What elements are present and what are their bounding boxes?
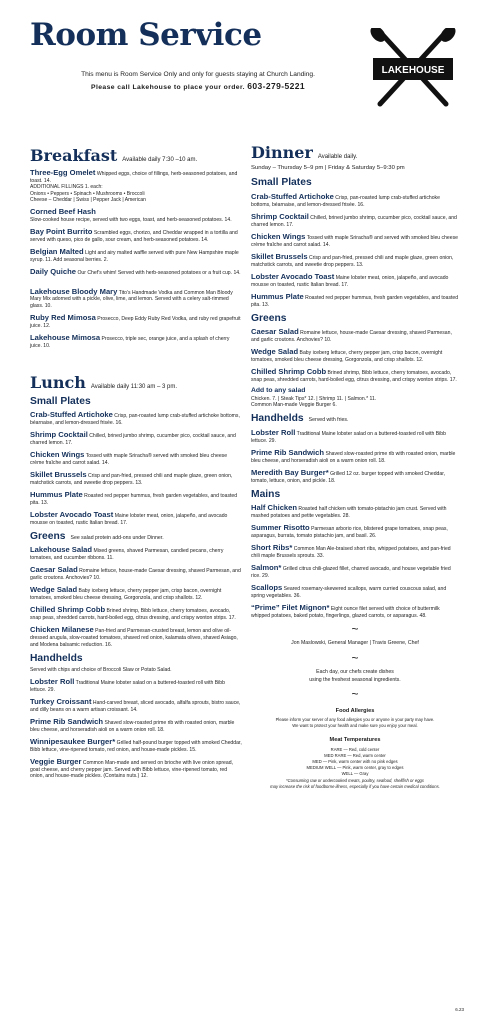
menu-item: [30, 697, 242, 713]
temp-line: MEDIUM WELL — Pink, warm center, gray to edges: [306, 764, 404, 770]
menu-item: [30, 605, 242, 621]
item-desc: Brined shrimp, Bibb lettuce, cherry tomatoes, avocado, snap peas, shredded carrots, hard-boiled egg, citrus dressing, and crispy wonton strips. 17.: [251, 369, 457, 383]
item-desc: Mixed greens, shaved Parmesan, candied pecans, cherry tomatoes, and cucumber ribbons. 11.: [30, 548, 224, 562]
dinner-small-plates-title: Small Plates: [251, 177, 312, 189]
menu-item: [30, 470, 242, 486]
item-name: Hummus Plate: [251, 291, 304, 301]
item-desc: Maine lobster meat, onion, jalapeño, and avocado mousse on toasted, rustic Italian bread. 17.: [30, 513, 228, 526]
allergy-block: [251, 708, 459, 730]
item-desc: Grilled 12 oz. burger topped with smoked Cheddar, tomato, lettuce, onion, and pickle. 18.: [251, 470, 446, 484]
item-name: Skillet Brussels: [30, 470, 87, 480]
item-desc: Prosecco, Deep Eddy Ruby Red Vodka, and ruby red grapefruit juice. 12.: [30, 316, 241, 329]
menu-item: [30, 490, 242, 506]
menu-item: [30, 168, 242, 204]
item-desc: Roasted red pepper hummus, fresh garden vegetables, and toasted pita. 13.: [251, 294, 459, 308]
item-desc: Grilled citrus chili-glazed fillet, charred avocado, and house vegetable fried rice. 29.: [251, 566, 451, 579]
item-name: Bay Point Burrito: [30, 227, 93, 237]
item-extra: ADDITIONAL FILLINGS 1. each:: [30, 184, 103, 191]
dinner-header: [251, 145, 459, 162]
addon-title: Add to any salad: [251, 386, 306, 394]
warning-line: *Consuming raw or undercooked meats, poultry, seafood, shellfish or eggs: [286, 778, 424, 784]
menu-item: [30, 625, 242, 648]
item-desc: Baby iceberg lettuce, cherry pepper jam, crisp bacon, overnight tomatoes, smoked bleu cheese dressing, Gorgonzola, and crisp shallots. 12.: [251, 350, 443, 363]
item-name: Chicken Milanese: [30, 625, 94, 635]
item-name: Crab-Stuffed Artichoke: [251, 191, 334, 201]
temp-line: WELL — Gray: [341, 770, 369, 776]
item-desc: Romaine lettuce, house-made Caesar dressing, shaved Parmesan, and garlic croutons. Anchovies? 10.: [30, 568, 241, 582]
lunch-header: [30, 375, 242, 392]
item-desc: Shaved slow-roasted prime rib with roasted onion, marble bleu cheese, and horseradish aioli on a warm onion roll. 18.: [251, 450, 456, 464]
item-desc: Tito’s Handmade Vodka and Common Man Bloody Mary Mix adorned with a pickle, olive, lime, and lemon. Served with a celery salt-rimmed glass. 10.: [30, 289, 233, 309]
item-desc: Baby iceberg lettuce, cherry pepper jam, crisp bacon, overnight tomatoes, smoked bleu cheese dressing, Gorgonzola, and crisp shallots. 12.: [30, 588, 222, 602]
item-name: Three-Egg Omelet: [30, 167, 96, 177]
svg-text:LAKEHOUSE: LAKEHOUSE: [381, 65, 445, 76]
staff-line: Jon Maslowski, General Manager | Travis Greene, Chef: [291, 640, 419, 647]
item-desc: Tossed with maple Sriracha® and served with smoked bleu cheese crème fraîche and carrot salad. 14.: [251, 234, 458, 248]
menu-item: [30, 677, 242, 693]
item-name: Lobster Avocado Toast: [251, 271, 335, 281]
breakfast-title: Breakfast: [30, 146, 118, 165]
item-desc: Tossed with maple Sriracha® served with smoked bleu cheese crème fraîche and carrot salad. 14.: [30, 453, 228, 467]
item-extra: Onions • Peppers • Spinach • Mushrooms • Broccoli: [30, 190, 145, 197]
fresh-line: Each day, our chefs create dishes: [316, 668, 394, 675]
item-name: Caesar Salad: [251, 327, 299, 337]
item-desc: Traditional Maine lobster salad on a buttered-toasted roll with Bibb lettuce. 29.: [30, 679, 225, 693]
temp-line: MED RARE — Red, warm center: [324, 752, 386, 758]
item-name: Lakehouse Salad: [30, 545, 93, 555]
warning-line: may increase the risk of foodborne illness, especially if you have certain medical conditions.: [270, 784, 440, 790]
item-desc: Shaved slow-roasted prime rib with roasted onion, marble bleu cheese, and horseradish aioli on a warm onion roll. 18.: [30, 719, 235, 733]
item-name: Lobster Roll: [251, 427, 296, 437]
intro-call-text: Please call Lakehouse to place your order.: [91, 83, 245, 91]
temps-title: Meat Temperatures: [329, 737, 381, 744]
item-desc: Brined shrimp, Bibb lettuce, cherry tomatoes, avocado, snap peas, shredded carrots, hard-boiled egg, citrus dressing, and crispy wonton strips. 17.: [30, 608, 236, 622]
item-desc: Roasted half chicken with tomato-pistachio jam crust. Served with mashed potatoes and petite vegetables. 28.: [251, 506, 447, 519]
item-desc: Whipped eggs, choice of fillings, herb-seasoned potatoes, and toast. 14.: [30, 170, 238, 184]
item-desc: Chilled, brined jumbo shrimp, cucumber pico, cocktail sauce, and charred lemon. 17.: [30, 433, 236, 447]
item-name: Lakehouse Bloody Mary: [30, 286, 118, 296]
item-desc: Seared rosemary-skewered scallops, warm curried couscous salad, and spring vegetables. 36.: [251, 586, 447, 599]
menu-item: [30, 450, 242, 466]
item-name: Meredith Bay Burger*: [251, 467, 329, 477]
item-desc: Slow-cooked house recipe, served with two eggs, toast, and herb-seasoned potatoes. 14.: [30, 217, 232, 224]
item-name: Corned Beef Hash: [30, 207, 96, 217]
temp-line: RARE — Red, cold center: [330, 747, 380, 753]
item-desc: Scrambled eggs, chorizo, and Cheddar wrapped in a tortilla and served with queso, pico de gallo, sour cream, and herb-seasoned potatoes. 14.: [30, 230, 238, 244]
item-name: Wedge Salad: [30, 585, 78, 595]
item-name: Chicken Wings: [251, 231, 306, 241]
item-name: Skillet Brussels: [251, 251, 308, 261]
dinner-title: Dinner: [251, 143, 313, 162]
lunch-greens-title: Greens: [30, 531, 66, 543]
item-desc: Crisp, pan-roasted lump crab-stuffed artichoke bottoms, béarnaise, and lemon-dressed frisée. 16.: [251, 194, 440, 208]
allergy-line: Please inform your server of any food allergies you or anyone in your party may have.: [275, 717, 435, 723]
menu-item: [251, 428, 459, 444]
dinner-hours-note: Available daily.: [317, 154, 358, 160]
item-name: Shrimp Cocktail: [251, 211, 309, 221]
item-desc: Crisp and pan-fried, pressed chili and maple glaze, green onion, matchstick carrots, and sweetie drop peppers. 13.: [251, 254, 454, 268]
menu-item: [251, 252, 459, 268]
tilde-divider-icon: ~: [351, 650, 359, 665]
item-name: Short Ribs*: [251, 543, 293, 553]
item-name: Chilled Shrimp Cobb: [30, 605, 106, 615]
menu-item: [30, 247, 242, 263]
menu-item: [251, 523, 459, 539]
version-number: 6.23: [455, 1007, 464, 1012]
menu-item: [251, 583, 459, 599]
fresh-line: using the freshest seasonal ingredients.: [309, 676, 401, 683]
item-name: Ruby Red Mimosa: [30, 313, 96, 323]
menu-item: [251, 448, 459, 464]
menu-item: [251, 543, 459, 559]
left-column: [30, 148, 242, 783]
drink-item: [30, 313, 242, 329]
menu-item: [251, 367, 459, 383]
allergy-line: We want to protect your health and make sure you enjoy your meal.: [292, 723, 418, 729]
item-name: Scallops: [251, 583, 283, 593]
menu-item: [251, 212, 459, 228]
item-name: Prime Rib Sandwich: [30, 716, 104, 726]
item-name: Chicken Wings: [30, 450, 85, 460]
allergy-title: Food Allergies: [335, 707, 375, 714]
dinner-hours: Sunday – Thursday 5–9 pm | Friday & Saturday 5–9:30 pm: [251, 164, 405, 171]
page-title: Room Service: [30, 17, 262, 53]
menu-item: [251, 468, 459, 484]
item-name: Caesar Salad: [30, 565, 78, 575]
menu-item: [251, 292, 459, 308]
item-name: Winnipesaukee Burger*: [30, 736, 116, 746]
item-name: Lakehouse Mimosa: [30, 333, 101, 343]
item-desc: Light and airy malted waffle served with pure New Hampshire maple syrup. 11. Add seasonal berries. 2.: [30, 250, 239, 264]
addon-line: Common Man-made Veggie Burger 6.: [251, 402, 337, 409]
menu-item: [30, 410, 242, 426]
addon-block: [251, 387, 459, 409]
menu-item: [251, 563, 459, 579]
menu-item: [30, 717, 242, 733]
item-extra: Cheese – Cheddar | Swiss | Pepper Jack | American: [30, 197, 146, 204]
dinner-mains-title: Mains: [251, 488, 281, 500]
intro: [30, 70, 366, 93]
menu-item: [251, 232, 459, 248]
item-name: Crab-Stuffed Artichoke: [30, 410, 113, 420]
drink-item: [30, 333, 242, 349]
menu-item: [251, 272, 459, 288]
item-name: Hummus Plate: [30, 490, 83, 500]
menu-item: [251, 192, 459, 208]
drink-item: [30, 287, 242, 310]
menu-item: [251, 327, 459, 343]
item-name: Summer Risotto: [251, 523, 310, 533]
menu-item: [30, 545, 242, 561]
item-desc: Grilled half-pound burger topped with smoked Cheddar, Bibb lettuce, vine-ripened tomato, red onion, and house-made pickles. 15.: [30, 739, 242, 753]
menu-item: [30, 267, 242, 277]
menu-item: [30, 430, 242, 446]
item-desc: Traditional Maine lobster salad on a buttered-toasted roll with Bibb lettuce. 29.: [251, 430, 446, 444]
item-name: Half Chicken: [251, 503, 297, 513]
menu-item: [30, 737, 242, 753]
addon-line: Chicken. 7. | Steak Tips* 12. | Shrimp 11. | Salmon.* 11.: [251, 395, 377, 402]
item-desc: Common Man Ale-braised short ribs, whipped potatoes, and pan-fried chili maple Brussels sprouts. 33.: [251, 546, 451, 559]
item-desc: Maine lobster meat, onion, jalapeño, and avocado mousse on toasted, rustic Italian bread. 17.: [251, 274, 449, 288]
breakfast-header: [30, 148, 242, 165]
dinner-greens-title: Greens: [251, 312, 287, 324]
right-column: [251, 145, 459, 790]
menu-item: [30, 510, 242, 526]
lunch-hours: Available daily 11:30 am – 3 pm.: [90, 384, 178, 391]
item-name: Shrimp Cocktail: [30, 430, 88, 440]
item-name: Prime Rib Sandwich: [251, 447, 325, 457]
item-name: Turkey Croissant: [30, 696, 92, 706]
dinner-handhelds-note: Served with fries.: [308, 417, 349, 424]
menu-item: [251, 503, 459, 519]
item-desc: Roasted red pepper hummus, fresh garden vegetables, and toasted pita. 13.: [30, 493, 238, 506]
item-desc: Chilled, brined jumbo shrimp, cucumber pico, cocktail sauce, and charred lemon. 17.: [251, 214, 457, 228]
menu-item: [30, 757, 242, 780]
item-desc: Prosecco, triple sec, orange juice, and a splash of cherry juice. 10.: [30, 336, 230, 349]
menu-item: [30, 585, 242, 601]
item-name: Salmon*: [251, 563, 282, 573]
item-desc: Crisp, pan-roasted lump crab-stuffed artichoke bottoms, béarnaise, and lemon-dressed frisée. 16.: [30, 413, 240, 427]
intro-line: This menu is Room Service Only and only for guests staying at Church Landing.: [81, 71, 315, 78]
temp-line: MED — Pink, warm center with no pink edges: [312, 758, 398, 764]
menu-item: [30, 207, 242, 223]
dinner-handhelds-title: Handhelds: [251, 413, 304, 425]
item-desc: Pan-fried and Parmesan-crusted breast, lemon and olive oil-dressed arugula, slow-roasted tomatoes, shaved red onion, kalamata olives, shaved Asiago, and Modena balsamic reduction. 16.: [30, 628, 238, 648]
item-name: Wedge Salad: [251, 347, 299, 356]
item-name: “Prime” Filet Mignon*: [251, 602, 330, 612]
item-name: Daily Quiche: [30, 267, 77, 277]
item-name: Chilled Shrimp Cobb: [251, 366, 327, 376]
lunch-small-plates-title: Small Plates: [30, 395, 91, 407]
item-name: Lobster Roll: [30, 676, 75, 686]
lunch-handhelds-note: Served with chips and choice of Broccoli Slaw or Potato Salad.: [30, 667, 172, 674]
menu-item: [251, 347, 459, 363]
lunch-handhelds-title: Handhelds: [30, 652, 83, 664]
item-desc: Our Chef’s whim! Served with herb-seasoned potatoes or a fruit cup. 14.: [77, 270, 241, 277]
item-desc: Crisp and pan-fried, pressed chili and maple glaze, green onion, matchstick carrots, and sweetie drop peppers. 13.: [30, 473, 233, 486]
tilde-divider-icon: ~: [351, 622, 359, 637]
item-name: Veggie Burger: [30, 756, 82, 766]
item-desc: Romaine lettuce, house-made Caesar dressing, shaved Parmesan, and garlic croutons. Anchovies? 10.: [251, 330, 452, 343]
temps-block: [251, 737, 459, 790]
item-desc: Parmesan arborio rice, blistered grape tomatoes, snap peas, asparagus, burrata, tomato pistachio jam, and basil. 26.: [251, 526, 448, 539]
item-desc: Common Man-made and served on brioche with live onion spread, goat cheese, and cherry pepper jam. Served with Bibb lettuce, vine-ripened tomato, red onion, and house-made pickles. (Contains nuts.) 12.: [30, 759, 233, 780]
tilde-divider-icon: ~: [351, 686, 359, 701]
item-desc: Eight ounce filet served with choice of buttermilk whipped potatoes, baked potato, fingerlings, glazed carrots, or asparagus. 48.: [251, 605, 440, 619]
dinner-handhelds-header: [251, 412, 459, 425]
phone-number[interactable]: 603-279-5221: [247, 80, 305, 91]
lunch-title: Lunch: [30, 373, 86, 393]
item-desc: Hand-carved breast, sliced avocado, alfalfa sprouts, bistro sauce, and dilly beans on a warm artisan croissant. 14.: [30, 699, 241, 713]
lakehouse-logo: [366, 28, 460, 108]
lunch-greens-note: See salad protein add-ons under Dinner.: [70, 535, 164, 542]
breakfast-hours: Available daily 7:30 –10 am.: [122, 157, 198, 163]
item-name: Belgian Malted: [30, 247, 84, 257]
lunch-greens-header: [30, 530, 242, 543]
menu-item: [251, 603, 459, 619]
item-name: Lobster Avocado Toast: [30, 510, 114, 520]
menu-item: [30, 565, 242, 581]
menu-item: [30, 227, 242, 243]
